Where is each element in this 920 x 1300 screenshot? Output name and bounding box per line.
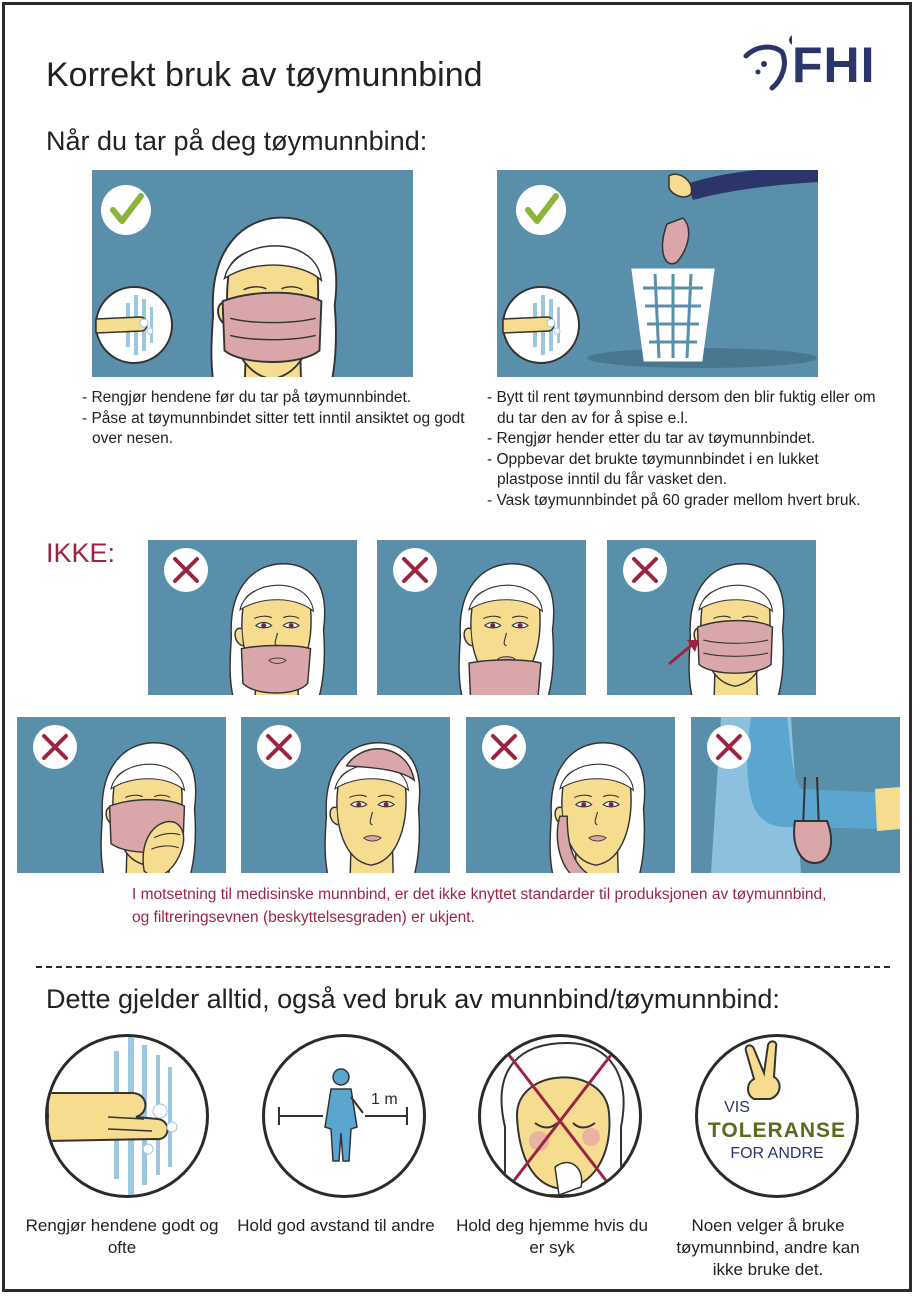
icon-hand-washing [45, 1034, 209, 1198]
section1-right-bullets [483, 388, 883, 511]
illustration-mask-under-nose [148, 540, 357, 695]
page-title: Korrekt bruk av tøymunnbind [46, 56, 483, 94]
bullet-item: - Påse at tøymunnbindet sitter tett inntil ansiktet og godt over nesen. [82, 409, 465, 447]
caption-hand-washing: Rengjør hendene godt og ofte [25, 1216, 219, 1257]
illustration-loose-mask [607, 540, 816, 695]
illustration-mask-on-correct [92, 170, 413, 377]
cross-icon [393, 548, 437, 592]
illustration-dispose-mask [497, 170, 818, 377]
tolerance-line3: FOR ANDRE [730, 1145, 824, 1162]
cross-icon [482, 725, 526, 769]
ikke-label: IKKE: [46, 538, 116, 568]
bullet-item: - Rengjør hender etter du tar av tøymunnbindet. [487, 430, 816, 447]
distance-label: 1 m [371, 1091, 398, 1108]
cross-icon [164, 548, 208, 592]
icon-stay-home [478, 1034, 642, 1198]
check-icon [101, 185, 151, 235]
illustration-mask-on-arm [691, 717, 900, 873]
ikke-note: I motsetning til medisinske munnbind, er det ikke knyttet standarder til produksjonen av tøymunnbind, og filtreringsevnen (beskyttelsesgraden) er ukjent. [132, 886, 827, 926]
section2-heading: Dette gjelder alltid, også ved bruk av munnbind/tøymunnbind: [46, 984, 780, 1014]
caption-stay-home: Hold deg hjemme hvis du er syk [456, 1216, 648, 1257]
section-divider [36, 966, 890, 968]
bullet-item: - Rengjør hendene før du tar på tøymunnbindet. [82, 389, 412, 406]
cross-icon [623, 548, 667, 592]
tolerance-line2: TOLERANSE [707, 1119, 847, 1142]
bullet-item: - Bytt til rent tøymunnbind dersom den blir fuktig eller om du tar den av for å spise e.l. [487, 389, 876, 427]
caption-keep-distance: Hold god avstand til andre [237, 1216, 435, 1235]
section1-heading: Når du tar på deg tøymunnbind: [46, 126, 428, 156]
illustration-mask-hanging [466, 717, 675, 873]
tolerance-line1: VIS [724, 1099, 750, 1116]
illustration-mask-on-chin [377, 540, 586, 695]
check-icon [516, 185, 566, 235]
section1-left-bullets [78, 388, 468, 450]
fhi-logo-text: FHI [792, 37, 876, 93]
illustration-mask-on-head [241, 717, 450, 873]
caption-show-tolerance: Noen velger å bruke tøymunnbind, andre kan ikke bruke det. [676, 1216, 860, 1279]
bullet-item: - Oppbevar det brukte tøymunnbindet i en lukket plastpose inntil du får vasket den. [487, 450, 819, 488]
cross-icon [707, 725, 751, 769]
illustration-touching-mask [17, 717, 226, 873]
fhi-logo-mark [742, 34, 792, 94]
bullet-item: - Vask tøymunnbindet på 60 grader mellom hvert bruk. [487, 491, 861, 509]
cross-icon [33, 725, 77, 769]
icon-show-tolerance [695, 1034, 859, 1198]
icon-keep-distance [262, 1034, 426, 1198]
fhi-logo [742, 34, 892, 94]
cross-icon [257, 725, 301, 769]
